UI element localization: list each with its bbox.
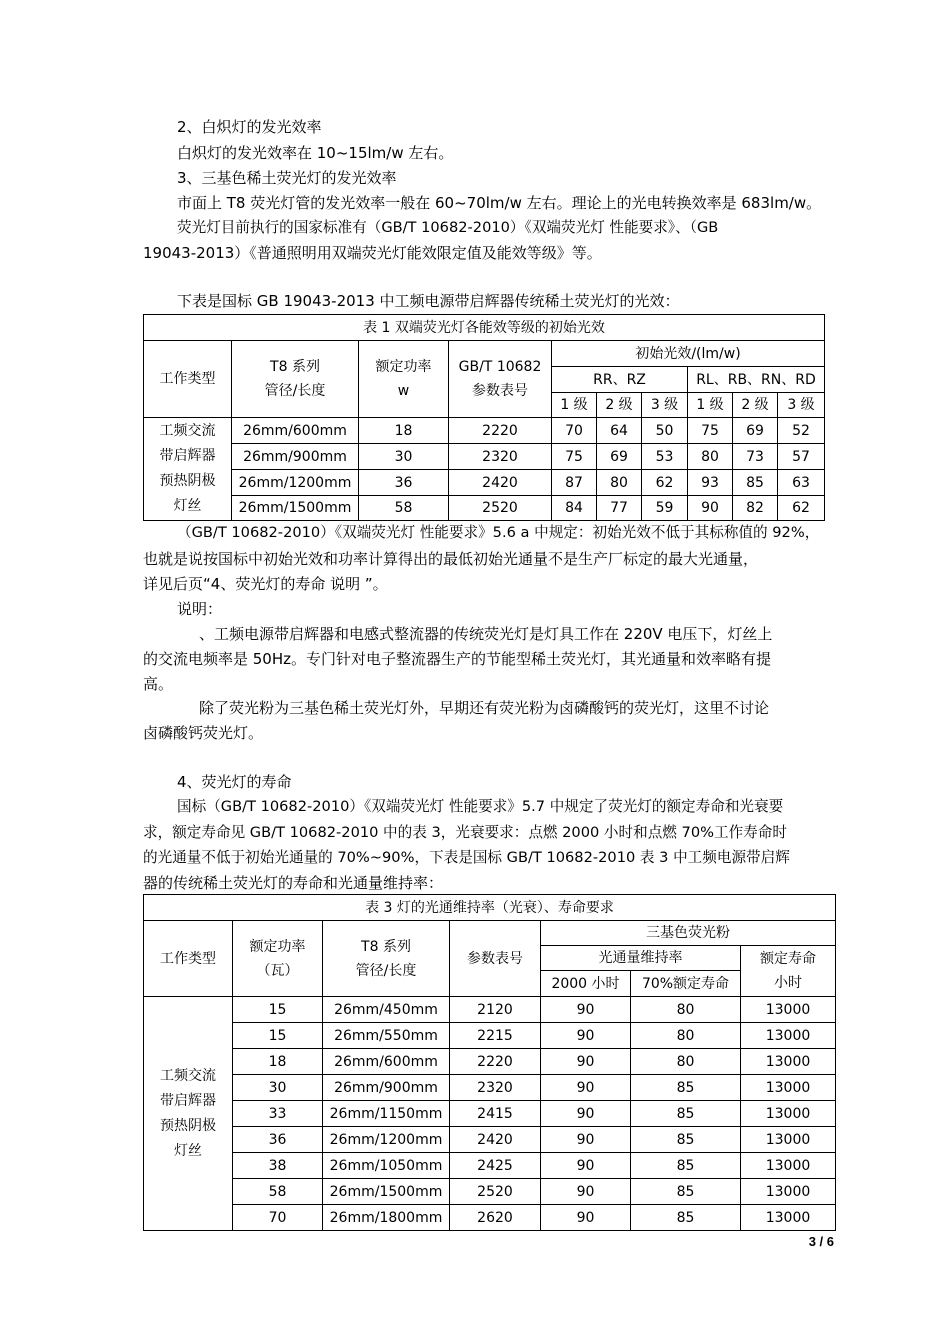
table3-cell: 36 (233, 1127, 323, 1153)
table3-cell: 26mm/600mm (323, 1049, 450, 1075)
table3-header-70pct: 70%额定寿命 (631, 971, 741, 997)
table3-header-param: 参数表号 (450, 921, 541, 997)
table1-header-gbt (449, 341, 552, 418)
table1-intro: 下表是国标 GB 19043-2013 中工频电源带启辉器传统稀土荧光灯的光效： (177, 292, 680, 310)
table3-cell: 2425 (450, 1153, 541, 1179)
section4-line3: 的光通量不低于初始光通量的 70%~90%，下表是国标 GB/T 10682-2010 表 3 中工频电源带启辉 (143, 849, 790, 866)
explain-label: 说明： (177, 600, 223, 618)
note-line2: 也就是说按国标中初始光效和功率计算得出的最低初始光通量不是生产厂标定的最大光通量， (143, 550, 759, 568)
table3-cell: 26mm/1150mm (323, 1101, 450, 1127)
table3-header-power-line1: 额定功率 (249, 938, 306, 955)
page-number: 3 / 6 (808, 1234, 834, 1249)
table1-header-t8 (232, 341, 359, 418)
table3-header-maintenance: 光通量维持率 (541, 946, 741, 971)
table3-cell: 85 (631, 1205, 741, 1231)
table1-title: 表 1 双端荧光灯各能效等级的初始光效 (144, 315, 825, 341)
table3-work-type-line: 带启辉器 (160, 1092, 216, 1109)
table1-cell: 69 (597, 444, 642, 470)
table1-grade: 1 级 (552, 393, 597, 418)
table3-title: 表 3 灯的光通维持率（光衰）、寿命要求 (144, 895, 836, 921)
table3-cell: 26mm/1500mm (323, 1179, 450, 1205)
table1-header-power-line2: w (397, 383, 410, 399)
table3-cell: 58 (233, 1179, 323, 1205)
table1-grade: 1 级 (688, 393, 733, 418)
table1-work-type-line: 带启辉器 (159, 448, 216, 464)
table3-cell: 85 (631, 1127, 741, 1153)
table1-cell: 85 (733, 470, 778, 496)
table3-cell: 80 (631, 1049, 741, 1075)
table3-header-life-line2: 小时 (774, 975, 802, 991)
table1-header-group-rr-rz: RR、RZ (552, 367, 688, 393)
table3-cell: 13000 (741, 1205, 836, 1231)
table3-cell: 90 (541, 1101, 631, 1127)
table3-work-type-line: 工频交流 (160, 1067, 216, 1084)
table3-header-t8 (323, 921, 450, 997)
table3-cell: 13000 (741, 1179, 836, 1205)
table1-header-power-line1: 额定功率 (375, 359, 432, 375)
table1-header-power (359, 341, 449, 418)
note-line3: 详见后页“4、荧光灯的寿命 说明 ”。 (143, 575, 388, 593)
table1-cell: 50 (642, 418, 688, 444)
section4-line2: 求，额定寿命见 GB/T 10682-2010 中的表 3，光衰要求：点燃 2000 小时和点燃 70%工作寿命时 (143, 824, 787, 841)
section4-heading: 4、荧光灯的寿命 (177, 773, 292, 791)
table1-cell: 63 (778, 470, 825, 496)
table1-cell: 90 (688, 496, 733, 521)
table1 (143, 314, 825, 521)
table1-work-type-line: 灯丝 (173, 498, 202, 514)
table1-cell: 69 (733, 418, 778, 444)
section3-line1: 市面上 T8 荧光灯管的发光效率一般在 60~70lm/w 左右。理论上的光电转换效率是 683lm/w。 (177, 194, 822, 212)
table3-cell: 2220 (450, 1049, 541, 1075)
table1-cell: 53 (642, 444, 688, 470)
table3-cell: 2620 (450, 1205, 541, 1231)
table1-cell: 26mm/900mm (232, 444, 359, 470)
table3-cell: 90 (541, 1049, 631, 1075)
table3-cell: 13000 (741, 997, 836, 1023)
table1-header-initial-efficacy: 初始光效/(lm/w) (552, 341, 825, 367)
table1-header-work-type: 工作类型 (144, 341, 232, 418)
table3-cell: 13000 (741, 1101, 836, 1127)
table3-cell: 26mm/1050mm (323, 1153, 450, 1179)
table1-header-group-rl-rb-rn-rd: RL、RB、RN、RD (688, 367, 825, 393)
table1-cell: 2320 (449, 444, 552, 470)
table1-cell: 59 (642, 496, 688, 521)
table3-cell: 30 (233, 1075, 323, 1101)
table1-cell: 30 (359, 444, 449, 470)
table1-cell: 26mm/1200mm (232, 470, 359, 496)
table1-cell: 2420 (449, 470, 552, 496)
table1-header-t8-line2: 管径/长度 (264, 383, 326, 399)
table3-header-t8-line2: 管径/长度 (355, 962, 417, 979)
table3-cell: 26mm/1200mm (323, 1127, 450, 1153)
section2-text: 白炽灯的发光效率在 10~15lm/w 左右。 (177, 144, 454, 162)
section3-line3: 19043-2013）《普通照明用双端荧光灯能效限定值及能效等级》等。 (143, 244, 602, 262)
table3-header-2000h: 2000 小时 (541, 971, 631, 997)
table1-grade: 3 级 (778, 393, 825, 418)
table3-cell: 85 (631, 1101, 741, 1127)
table1-cell: 73 (733, 444, 778, 470)
table3-cell: 13000 (741, 1153, 836, 1179)
explain-p2-line2: 卤磷酸钙荧光灯。 (143, 724, 264, 742)
note-line1: （GB/T 10682-2010）《双端荧光灯 性能要求》5.6 a 中规定：初始光效不低于其标称值的 92%， (177, 524, 820, 541)
table3-cell: 80 (631, 997, 741, 1023)
section2-heading: 2、白炽灯的发光效率 (177, 118, 322, 136)
table3-cell: 90 (541, 1127, 631, 1153)
table3-header-power (233, 921, 323, 997)
table3-cell: 2120 (450, 997, 541, 1023)
table1-cell: 26mm/600mm (232, 418, 359, 444)
section4-line4: 器的传统稀土荧光灯的寿命和光通量维持率： (143, 874, 444, 892)
table3-header-triphosphor: 三基色荧光粉 (541, 921, 836, 946)
section3-heading: 3、三基色稀土荧光灯的发光效率 (177, 169, 397, 187)
table3-header-t8-line1: T8 系列 (361, 938, 411, 955)
table3-cell: 26mm/900mm (323, 1075, 450, 1101)
table3-cell: 13000 (741, 1049, 836, 1075)
table3-cell: 85 (631, 1179, 741, 1205)
table3-cell: 2520 (450, 1179, 541, 1205)
table1-cell: 80 (597, 470, 642, 496)
table3-cell: 26mm/450mm (323, 997, 450, 1023)
table1-cell: 2520 (449, 496, 552, 521)
table3-cell: 90 (541, 1075, 631, 1101)
table3-cell: 33 (233, 1101, 323, 1127)
table3-cell: 85 (631, 1075, 741, 1101)
table3-cell: 90 (541, 1153, 631, 1179)
table3-header-life-line1: 额定寿命 (760, 951, 816, 967)
table3-cell: 26mm/550mm (323, 1023, 450, 1049)
table1-work-type-line: 预热阴极 (159, 473, 216, 489)
table1-cell: 70 (552, 418, 597, 444)
table3-work-type-line: 灯丝 (174, 1142, 202, 1159)
table1-header-t8-line1: T8 系列 (270, 359, 320, 375)
table3-cell: 90 (541, 1179, 631, 1205)
table3 (143, 894, 836, 1231)
table1-cell: 75 (552, 444, 597, 470)
table3-work-type-cell (144, 997, 233, 1231)
table3-header-power-line2: （瓦） (256, 962, 299, 979)
table1-cell: 58 (359, 496, 449, 521)
table1-cell: 84 (552, 496, 597, 521)
table1-cell: 87 (552, 470, 597, 496)
table1-header-gbt-line1: GB/T 10682 (458, 359, 542, 375)
section3-line2: 荧光灯目前执行的国家标准有（GB/T 10682-2010）《双端荧光灯 性能要求》、（GB (177, 219, 719, 236)
table1-cell: 36 (359, 470, 449, 496)
table3-header-work-type: 工作类型 (144, 921, 233, 997)
table1-cell: 18 (359, 418, 449, 444)
table3-cell: 15 (233, 1023, 323, 1049)
table3-cell: 70 (233, 1205, 323, 1231)
table1-cell: 82 (733, 496, 778, 521)
explain-p1-line1: 、工频电源带启辉器和电感式整流器的传统荧光灯是灯具工作在 220V 电压下，灯丝上 (199, 625, 773, 643)
table1-work-type-line: 工频交流 (159, 423, 216, 439)
table1-grade: 2 级 (597, 393, 642, 418)
table1-cell: 77 (597, 496, 642, 521)
table3-cell: 13000 (741, 1127, 836, 1153)
table3-cell: 2420 (450, 1127, 541, 1153)
table3-cell: 2415 (450, 1101, 541, 1127)
table1-header-gbt-line2: 参数表号 (472, 383, 528, 399)
table1-work-type-cell (144, 418, 232, 521)
table1-cell: 80 (688, 444, 733, 470)
explain-p1-line3: 高。 (143, 675, 174, 693)
table3-cell: 2320 (450, 1075, 541, 1101)
table3-cell: 13000 (741, 1023, 836, 1049)
explain-p2-line1: 除了荧光粉为三基色稀土荧光灯外，早期还有荧光粉为卤磷酸钙的荧光灯，这里不讨论 (199, 699, 770, 717)
table1-grade: 3 级 (642, 393, 688, 418)
table1-grade: 2 级 (733, 393, 778, 418)
table3-cell: 38 (233, 1153, 323, 1179)
table3-cell: 13000 (741, 1075, 836, 1101)
table1-cell: 62 (778, 496, 825, 521)
table1-cell: 2220 (449, 418, 552, 444)
table1-cell: 93 (688, 470, 733, 496)
table3-work-type-line: 预热阴极 (160, 1117, 216, 1134)
table3-cell: 15 (233, 997, 323, 1023)
section4-line1: 国标（GB/T 10682-2010）《双端荧光灯 性能要求》5.7 中规定了荧光灯的额定寿命和光衰要 (177, 798, 784, 815)
table3-header-life (741, 946, 836, 997)
table1-cell: 75 (688, 418, 733, 444)
table1-cell: 62 (642, 470, 688, 496)
explain-p1-line2: 的交流电频率是 50Hz。专门针对电子整流器生产的节能型稀土荧光灯，其光通量和效率略有提 (143, 650, 772, 668)
table1-cell: 52 (778, 418, 825, 444)
table3-cell: 2215 (450, 1023, 541, 1049)
table3-cell: 85 (631, 1153, 741, 1179)
table1-cell: 26mm/1500mm (232, 496, 359, 521)
table1-cell: 57 (778, 444, 825, 470)
table3-cell: 90 (541, 997, 631, 1023)
table3-cell: 90 (541, 1205, 631, 1231)
table3-cell: 80 (631, 1023, 741, 1049)
table3-cell: 26mm/1800mm (323, 1205, 450, 1231)
table1-cell: 64 (597, 418, 642, 444)
table3-cell: 90 (541, 1023, 631, 1049)
table3-cell: 18 (233, 1049, 323, 1075)
